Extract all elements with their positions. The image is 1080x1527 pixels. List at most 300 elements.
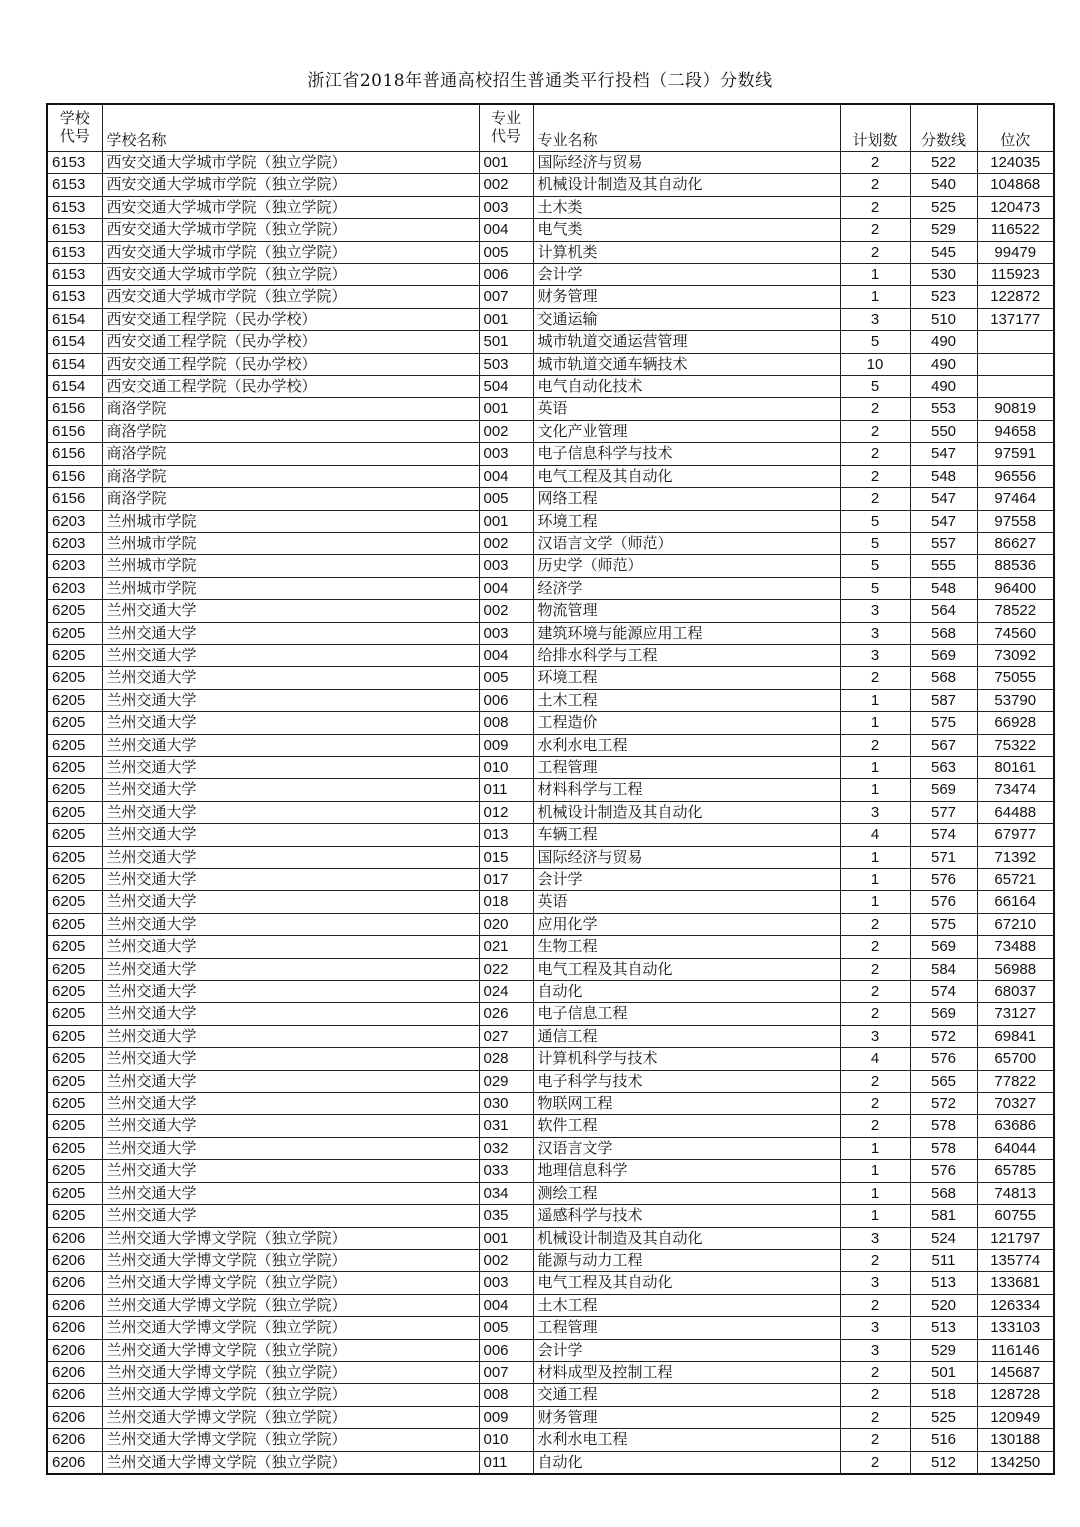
cell-major-name: 材料成型及控制工程: [533, 1361, 840, 1383]
cell-major-code: 501: [479, 331, 533, 353]
cell-major-code: 004: [479, 465, 533, 487]
cell-plan: 1: [840, 869, 910, 891]
cell-score: 529: [910, 1339, 977, 1361]
cell-major-code: 031: [479, 1115, 533, 1137]
cell-school-code: 6205: [47, 622, 102, 644]
cell-school-name: 兰州交通大学: [102, 1205, 479, 1227]
cell-rank: 65721: [977, 869, 1054, 891]
cell-plan: 1: [840, 286, 910, 308]
table-row: [47, 981, 1054, 1003]
cell-major-name: 遥感科学与技术: [533, 1205, 840, 1227]
cell-plan: 2: [840, 241, 910, 263]
cell-school-name: 西安交通大学城市学院（独立学院）: [102, 241, 479, 263]
cell-school-code: 6206: [47, 1429, 102, 1451]
table-row: [47, 958, 1054, 980]
cell-school-name: 兰州交通大学: [102, 600, 479, 622]
cell-score: 564: [910, 600, 977, 622]
cell-rank: 56988: [977, 958, 1054, 980]
cell-rank: 88536: [977, 555, 1054, 577]
cell-major-code: 009: [479, 1406, 533, 1428]
cell-plan: 1: [840, 1137, 910, 1159]
table-row: [47, 286, 1054, 308]
cell-major-code: 008: [479, 712, 533, 734]
cell-major-name: 网络工程: [533, 488, 840, 510]
cell-plan: 5: [840, 510, 910, 532]
header-major-code: [479, 104, 533, 152]
cell-plan: 2: [840, 1003, 910, 1025]
cell-score: 529: [910, 219, 977, 241]
cell-school-code: 6205: [47, 1115, 102, 1137]
cell-plan: 2: [840, 219, 910, 241]
cell-score: 520: [910, 1294, 977, 1316]
cell-major-name: 工程管理: [533, 756, 840, 778]
cell-plan: 2: [840, 958, 910, 980]
cell-major-name: 生物工程: [533, 936, 840, 958]
cell-major-code: 013: [479, 824, 533, 846]
table-row: [47, 1070, 1054, 1092]
cell-major-name: 测绘工程: [533, 1182, 840, 1204]
cell-plan: 3: [840, 1317, 910, 1339]
table-row: [47, 913, 1054, 935]
cell-school-name: 兰州交通大学博文学院（独立学院）: [102, 1227, 479, 1249]
cell-major-code: 005: [479, 488, 533, 510]
cell-school-code: 6205: [47, 869, 102, 891]
cell-school-code: 6203: [47, 532, 102, 554]
cell-major-code: 503: [479, 353, 533, 375]
cell-score: 553: [910, 398, 977, 420]
header-rank: 位次: [977, 104, 1054, 152]
cell-plan: 2: [840, 196, 910, 218]
cell-major-code: 504: [479, 376, 533, 398]
cell-major-name: 能源与动力工程: [533, 1249, 840, 1271]
cell-score: 569: [910, 644, 977, 666]
cell-school-name: 西安交通大学城市学院（独立学院）: [102, 286, 479, 308]
cell-school-name: 西安交通大学城市学院（独立学院）: [102, 174, 479, 196]
cell-rank: 67210: [977, 913, 1054, 935]
cell-school-name: 兰州交通大学: [102, 869, 479, 891]
cell-rank: 97558: [977, 510, 1054, 532]
cell-school-name: 兰州交通大学: [102, 801, 479, 823]
cell-major-code: 030: [479, 1093, 533, 1115]
cell-major-code: 026: [479, 1003, 533, 1025]
cell-major-name: 交通工程: [533, 1384, 840, 1406]
cell-school-code: 6206: [47, 1272, 102, 1294]
cell-score: 576: [910, 1048, 977, 1070]
cell-school-name: 兰州交通大学博文学院（独立学院）: [102, 1429, 479, 1451]
cell-major-code: 006: [479, 1339, 533, 1361]
cell-rank: 120473: [977, 196, 1054, 218]
cell-plan: 4: [840, 1048, 910, 1070]
cell-major-code: 035: [479, 1205, 533, 1227]
cell-plan: 5: [840, 376, 910, 398]
cell-score: 540: [910, 174, 977, 196]
cell-school-name: 西安交通工程学院（民办学校）: [102, 308, 479, 330]
cell-major-code: 007: [479, 286, 533, 308]
cell-rank: 78522: [977, 600, 1054, 622]
cell-plan: 2: [840, 420, 910, 442]
cell-major-name: 汉语言文学（师范）: [533, 532, 840, 554]
cell-major-name: 建筑环境与能源应用工程: [533, 622, 840, 644]
cell-school-name: 兰州交通大学: [102, 779, 479, 801]
cell-school-name: 西安交通工程学院（民办学校）: [102, 331, 479, 353]
cell-score: 568: [910, 622, 977, 644]
table-row: [47, 577, 1054, 599]
cell-school-name: 兰州交通大学: [102, 689, 479, 711]
cell-school-name: 西安交通工程学院（民办学校）: [102, 376, 479, 398]
table-row: [47, 756, 1054, 778]
cell-major-name: 国际经济与贸易: [533, 846, 840, 868]
table-row: [47, 555, 1054, 577]
cell-score: 513: [910, 1317, 977, 1339]
cell-school-code: 6153: [47, 241, 102, 263]
cell-plan: 2: [840, 936, 910, 958]
cell-major-name: 物联网工程: [533, 1093, 840, 1115]
cell-score: 575: [910, 913, 977, 935]
cell-school-code: 6156: [47, 398, 102, 420]
header-school-name: 学校名称: [102, 104, 479, 152]
cell-rank: 67977: [977, 824, 1054, 846]
cell-score: 547: [910, 510, 977, 532]
cell-major-code: 015: [479, 846, 533, 868]
table-row: [47, 1406, 1054, 1428]
cell-major-name: 国际经济与贸易: [533, 152, 840, 174]
cell-score: 550: [910, 420, 977, 442]
header-major-code-line2: 代号: [490, 127, 521, 145]
table-row: [47, 331, 1054, 353]
cell-rank: 128728: [977, 1384, 1054, 1406]
cell-score: 569: [910, 1003, 977, 1025]
cell-plan: 2: [840, 734, 910, 756]
cell-score: 568: [910, 667, 977, 689]
cell-major-code: 012: [479, 801, 533, 823]
cell-major-code: 002: [479, 174, 533, 196]
cell-major-code: 005: [479, 667, 533, 689]
cell-score: 578: [910, 1137, 977, 1159]
cell-major-code: 011: [479, 779, 533, 801]
cell-major-name: 地理信息科学: [533, 1160, 840, 1182]
cell-school-name: 兰州交通大学博文学院（独立学院）: [102, 1294, 479, 1316]
cell-school-code: 6206: [47, 1317, 102, 1339]
cell-school-code: 6203: [47, 510, 102, 532]
cell-major-code: 008: [479, 1384, 533, 1406]
cell-plan: 3: [840, 1272, 910, 1294]
cell-major-name: 工程管理: [533, 1317, 840, 1339]
cell-plan: 4: [840, 824, 910, 846]
cell-major-name: 电气工程及其自动化: [533, 958, 840, 980]
cell-plan: 1: [840, 891, 910, 913]
table-row: [47, 196, 1054, 218]
cell-major-code: 003: [479, 196, 533, 218]
cell-major-name: 会计学: [533, 264, 840, 286]
cell-school-name: 兰州交通大学: [102, 1137, 479, 1159]
cell-plan: 2: [840, 913, 910, 935]
cell-school-code: 6206: [47, 1227, 102, 1249]
cell-rank: 116522: [977, 219, 1054, 241]
cell-school-name: 兰州交通大学: [102, 913, 479, 935]
cell-major-name: 自动化: [533, 981, 840, 1003]
cell-major-name: 财务管理: [533, 286, 840, 308]
cell-score: 567: [910, 734, 977, 756]
cell-rank: 104868: [977, 174, 1054, 196]
cell-rank: 66928: [977, 712, 1054, 734]
cell-major-name: 电气工程及其自动化: [533, 465, 840, 487]
table-row: [47, 398, 1054, 420]
table-row: [47, 264, 1054, 286]
cell-school-code: 6205: [47, 1160, 102, 1182]
table-row: [47, 1451, 1054, 1474]
cell-school-name: 兰州交通大学: [102, 756, 479, 778]
cell-school-code: 6205: [47, 712, 102, 734]
table-row: [47, 219, 1054, 241]
cell-plan: 10: [840, 353, 910, 375]
cell-school-name: 兰州交通大学: [102, 1160, 479, 1182]
cell-major-name: 应用化学: [533, 913, 840, 935]
cell-rank: 116146: [977, 1339, 1054, 1361]
cell-plan: 2: [840, 1361, 910, 1383]
cell-school-code: 6156: [47, 465, 102, 487]
table-row: [47, 734, 1054, 756]
cell-score: 512: [910, 1451, 977, 1474]
cell-school-code: 6153: [47, 219, 102, 241]
cell-plan: 3: [840, 1339, 910, 1361]
cell-school-name: 西安交通大学城市学院（独立学院）: [102, 219, 479, 241]
cell-school-name: 兰州交通大学: [102, 846, 479, 868]
cell-plan: 2: [840, 443, 910, 465]
cell-rank: 97464: [977, 488, 1054, 510]
cell-score: 525: [910, 1406, 977, 1428]
cell-plan: 3: [840, 1025, 910, 1047]
cell-rank: 65700: [977, 1048, 1054, 1070]
cell-school-code: 6206: [47, 1294, 102, 1316]
cell-rank: 66164: [977, 891, 1054, 913]
cell-major-name: 历史学（师范）: [533, 555, 840, 577]
cell-major-name: 电气自动化技术: [533, 376, 840, 398]
cell-major-name: 电气工程及其自动化: [533, 1272, 840, 1294]
table-row: [47, 712, 1054, 734]
cell-score: 578: [910, 1115, 977, 1137]
cell-major-code: 004: [479, 644, 533, 666]
cell-school-name: 兰州城市学院: [102, 555, 479, 577]
cell-major-code: 003: [479, 555, 533, 577]
cell-plan: 2: [840, 1429, 910, 1451]
cell-school-name: 兰州城市学院: [102, 577, 479, 599]
cell-score: 548: [910, 465, 977, 487]
cell-school-code: 6154: [47, 353, 102, 375]
cell-score: 530: [910, 264, 977, 286]
cell-rank: 134250: [977, 1451, 1054, 1474]
cell-school-name: 商洛学院: [102, 465, 479, 487]
table-row: [47, 1317, 1054, 1339]
cell-plan: 2: [840, 1093, 910, 1115]
cell-rank: 65785: [977, 1160, 1054, 1182]
table-row: [47, 1025, 1054, 1047]
cell-major-code: 005: [479, 1317, 533, 1339]
cell-major-code: 004: [479, 1294, 533, 1316]
cell-major-code: 001: [479, 1227, 533, 1249]
cell-plan: 5: [840, 577, 910, 599]
table-row: [47, 936, 1054, 958]
cell-rank: 145687: [977, 1361, 1054, 1383]
cell-plan: 3: [840, 622, 910, 644]
cell-major-code: 003: [479, 622, 533, 644]
table-row: [47, 443, 1054, 465]
cell-score: 587: [910, 689, 977, 711]
cell-rank: 96400: [977, 577, 1054, 599]
cell-major-code: 005: [479, 241, 533, 263]
cell-rank: 126334: [977, 1294, 1054, 1316]
cell-major-name: 英语: [533, 398, 840, 420]
cell-school-code: 6205: [47, 1182, 102, 1204]
cell-major-code: 006: [479, 264, 533, 286]
cell-school-name: 兰州交通大学博文学院（独立学院）: [102, 1384, 479, 1406]
cell-score: 577: [910, 801, 977, 823]
cell-rank: 73127: [977, 1003, 1054, 1025]
cell-school-name: 商洛学院: [102, 443, 479, 465]
cell-plan: 1: [840, 1205, 910, 1227]
cell-school-name: 兰州城市学院: [102, 532, 479, 554]
cell-score: 490: [910, 353, 977, 375]
cell-major-name: 自动化: [533, 1451, 840, 1474]
cell-plan: 1: [840, 689, 910, 711]
cell-school-code: 6205: [47, 667, 102, 689]
cell-score: 565: [910, 1070, 977, 1092]
cell-major-code: 010: [479, 1429, 533, 1451]
cell-school-name: 西安交通大学城市学院（独立学院）: [102, 152, 479, 174]
table-row: [47, 1272, 1054, 1294]
cell-rank: 77822: [977, 1070, 1054, 1092]
cell-score: 569: [910, 779, 977, 801]
cell-plan: 2: [840, 1294, 910, 1316]
cell-school-code: 6205: [47, 981, 102, 1003]
cell-plan: 2: [840, 981, 910, 1003]
table-row: [47, 1227, 1054, 1249]
cell-score: 572: [910, 1025, 977, 1047]
cell-rank: 71392: [977, 846, 1054, 868]
cell-rank: 73488: [977, 936, 1054, 958]
cell-major-name: 电气类: [533, 219, 840, 241]
cell-major-name: 计算机科学与技术: [533, 1048, 840, 1070]
cell-plan: 1: [840, 779, 910, 801]
cell-major-code: 002: [479, 420, 533, 442]
cell-major-name: 电子信息科学与技术: [533, 443, 840, 465]
cell-school-name: 商洛学院: [102, 398, 479, 420]
cell-score: 513: [910, 1272, 977, 1294]
table-row: [47, 353, 1054, 375]
cell-major-name: 汉语言文学: [533, 1137, 840, 1159]
header-major-code-line1: 专业: [490, 109, 521, 127]
cell-major-code: 018: [479, 891, 533, 913]
cell-major-code: 002: [479, 532, 533, 554]
table-row: [47, 532, 1054, 554]
cell-major-name: 土木工程: [533, 1294, 840, 1316]
cell-major-code: 001: [479, 510, 533, 532]
cell-score: 576: [910, 891, 977, 913]
cell-school-name: 兰州交通大学博文学院（独立学院）: [102, 1249, 479, 1271]
cell-major-name: 城市轨道交通运营管理: [533, 331, 840, 353]
cell-score: 516: [910, 1429, 977, 1451]
cell-rank: [977, 331, 1054, 353]
cell-major-name: 交通运输: [533, 308, 840, 330]
cell-score: 518: [910, 1384, 977, 1406]
cell-plan: 2: [840, 1451, 910, 1474]
table-row: [47, 1384, 1054, 1406]
cell-score: 572: [910, 1093, 977, 1115]
cell-school-code: 6205: [47, 734, 102, 756]
cell-major-name: 车辆工程: [533, 824, 840, 846]
cell-score: 510: [910, 308, 977, 330]
cell-major-name: 城市轨道交通车辆技术: [533, 353, 840, 375]
cell-rank: 75322: [977, 734, 1054, 756]
cell-rank: 64044: [977, 1137, 1054, 1159]
cell-major-code: 002: [479, 600, 533, 622]
cell-plan: 2: [840, 174, 910, 196]
table-row: [47, 824, 1054, 846]
cell-rank: 133681: [977, 1272, 1054, 1294]
cell-plan: 2: [840, 1406, 910, 1428]
cell-rank: 73092: [977, 644, 1054, 666]
cell-school-name: 兰州交通大学博文学院（独立学院）: [102, 1272, 479, 1294]
cell-school-code: 6205: [47, 1093, 102, 1115]
cell-school-name: 兰州交通大学: [102, 981, 479, 1003]
cell-rank: 124035: [977, 152, 1054, 174]
table-row: [47, 622, 1054, 644]
cell-school-code: 6205: [47, 1070, 102, 1092]
cell-major-name: 机械设计制造及其自动化: [533, 174, 840, 196]
cell-major-code: 003: [479, 443, 533, 465]
cell-major-name: 水利水电工程: [533, 734, 840, 756]
cell-rank: 60755: [977, 1205, 1054, 1227]
cell-rank: [977, 376, 1054, 398]
cell-school-code: 6205: [47, 1137, 102, 1159]
cell-rank: 121797: [977, 1227, 1054, 1249]
cell-score: 569: [910, 936, 977, 958]
cell-rank: 69841: [977, 1025, 1054, 1047]
cell-rank: 99479: [977, 241, 1054, 263]
cell-score: 574: [910, 981, 977, 1003]
cell-school-code: 6153: [47, 174, 102, 196]
cell-school-code: 6203: [47, 577, 102, 599]
cell-school-code: 6205: [47, 801, 102, 823]
cell-rank: 96556: [977, 465, 1054, 487]
table-body: [47, 152, 1054, 1474]
cell-major-code: 029: [479, 1070, 533, 1092]
cell-score: 524: [910, 1227, 977, 1249]
cell-school-code: 6205: [47, 1025, 102, 1047]
cell-score: 547: [910, 488, 977, 510]
cell-school-name: 兰州交通大学: [102, 712, 479, 734]
cell-major-name: 机械设计制造及其自动化: [533, 801, 840, 823]
cell-rank: 115923: [977, 264, 1054, 286]
cell-major-name: 会计学: [533, 869, 840, 891]
cell-major-name: 环境工程: [533, 510, 840, 532]
cell-school-code: 6206: [47, 1339, 102, 1361]
table-row: [47, 1429, 1054, 1451]
cell-school-code: 6153: [47, 286, 102, 308]
cell-school-code: 6153: [47, 196, 102, 218]
cell-rank: [977, 353, 1054, 375]
table-row: [47, 846, 1054, 868]
cell-school-name: 西安交通大学城市学院（独立学院）: [102, 196, 479, 218]
cell-major-code: 024: [479, 981, 533, 1003]
cell-school-code: 6154: [47, 308, 102, 330]
cell-major-code: 010: [479, 756, 533, 778]
table-row: [47, 667, 1054, 689]
cell-major-name: 电子信息工程: [533, 1003, 840, 1025]
cell-major-name: 财务管理: [533, 1406, 840, 1428]
cell-major-name: 通信工程: [533, 1025, 840, 1047]
header-school-code: [47, 104, 102, 152]
cell-score: 547: [910, 443, 977, 465]
